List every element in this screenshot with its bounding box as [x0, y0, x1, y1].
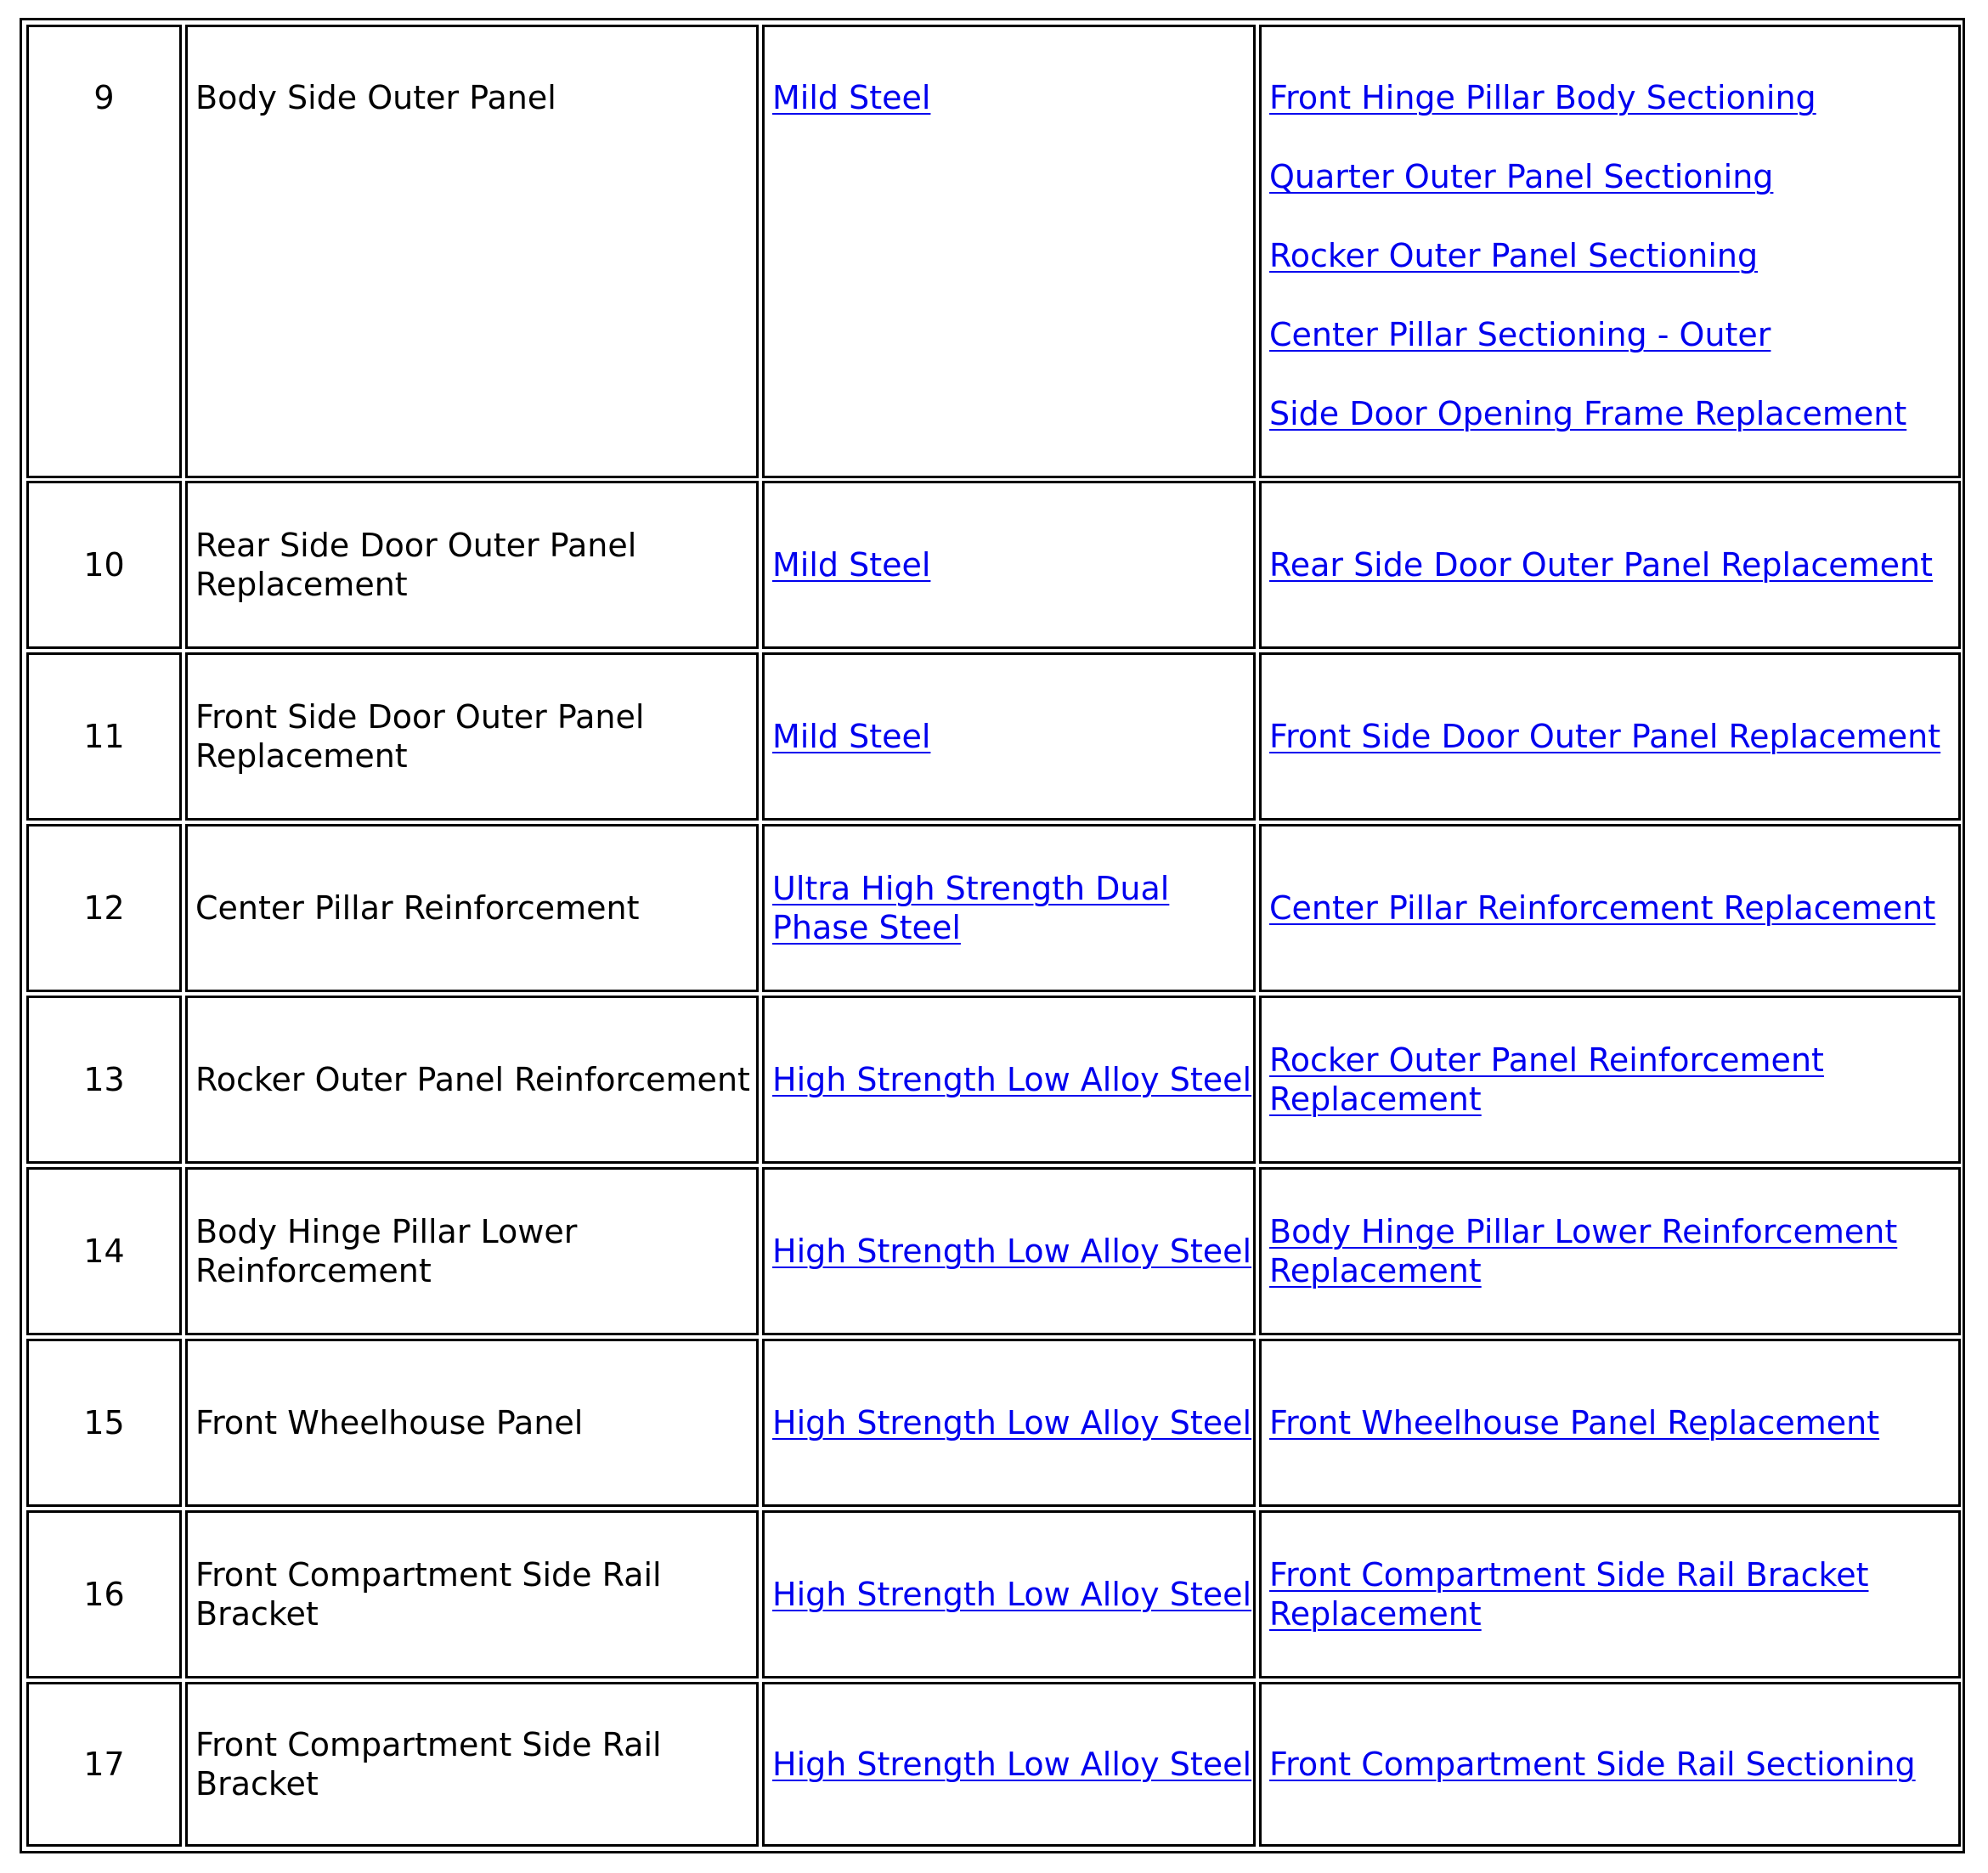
- component-cell: [185, 481, 759, 649]
- component-cell: [185, 25, 759, 478]
- material-link[interactable]: Mild Steel: [772, 718, 931, 755]
- material-cell: [762, 996, 1256, 1164]
- component-name: Front Compartment Side Rail Bracket: [195, 1726, 662, 1802]
- row-number-cell: [26, 824, 182, 992]
- procedure-link[interactable]: Front Hinge Pillar Body Sectioning: [1269, 79, 1816, 116]
- procedure-cell: [1259, 1682, 1961, 1847]
- material-link[interactable]: High Strength Low Alloy Steel: [772, 1061, 1252, 1098]
- material-cell: [762, 1510, 1256, 1678]
- component-name: Front Compartment Side Rail Bracket: [195, 1556, 662, 1633]
- component-name: Rocker Outer Panel Reinforcement: [195, 1061, 750, 1098]
- procedure-link[interactable]: Body Hinge Pillar Lower Reinforcement Replacement: [1269, 1213, 1898, 1289]
- procedure-link[interactable]: Center Pillar Sectioning - Outer: [1269, 316, 1771, 353]
- procedure-link[interactable]: Front Side Door Outer Panel Replacement: [1269, 718, 1941, 755]
- row-number: 11: [83, 718, 125, 755]
- procedure-cell: [1259, 652, 1961, 821]
- material-cell: [762, 1339, 1256, 1507]
- procedure-cell: [1259, 996, 1961, 1164]
- procedure-cell: [1259, 824, 1961, 992]
- material-link[interactable]: High Strength Low Alloy Steel: [772, 1233, 1252, 1270]
- component-name: Rear Side Door Outer Panel Replacement: [195, 527, 637, 603]
- material-link[interactable]: Ultra High Strength Dual Phase Steel: [772, 870, 1170, 946]
- procedure-link[interactable]: Center Pillar Reinforcement Replacement: [1269, 889, 1936, 927]
- row-number: 12: [83, 889, 125, 927]
- component-name: Body Side Outer Panel: [195, 79, 556, 116]
- procedure-link[interactable]: Rocker Outer Panel Sectioning: [1269, 237, 1759, 274]
- material-link[interactable]: High Strength Low Alloy Steel: [772, 1746, 1252, 1783]
- material-cell: [762, 1682, 1256, 1847]
- row-number: 13: [83, 1061, 125, 1098]
- material-cell: [762, 481, 1256, 649]
- material-link[interactable]: High Strength Low Alloy Steel: [772, 1576, 1252, 1613]
- material-cell: [762, 25, 1256, 478]
- component-name: Front Side Door Outer Panel Replacement: [195, 698, 645, 775]
- component-name: Body Hinge Pillar Lower Reinforcement: [195, 1213, 578, 1289]
- procedure-cell: [1259, 481, 1961, 649]
- procedure-link[interactable]: Side Door Opening Frame Replacement: [1269, 395, 1907, 432]
- row-number-cell: [26, 1167, 182, 1335]
- procedure-link[interactable]: Front Compartment Side Rail Sectioning: [1269, 1746, 1916, 1783]
- row-number-cell: [26, 1510, 182, 1678]
- material-cell: [762, 824, 1256, 992]
- component-cell: [185, 1682, 759, 1847]
- row-number-cell: [26, 1682, 182, 1847]
- component-name: Center Pillar Reinforcement: [195, 889, 640, 927]
- row-number-cell: [26, 652, 182, 821]
- procedure-link[interactable]: Quarter Outer Panel Sectioning: [1269, 158, 1774, 195]
- material-cell: [762, 1167, 1256, 1335]
- material-link[interactable]: Mild Steel: [772, 546, 931, 584]
- material-cell: [762, 652, 1256, 821]
- row-number: 17: [83, 1746, 125, 1783]
- component-cell: [185, 652, 759, 821]
- procedure-link[interactable]: Front Compartment Side Rail Bracket Replacement: [1269, 1556, 1869, 1633]
- row-number: 15: [83, 1404, 125, 1441]
- component-cell: [185, 1167, 759, 1335]
- row-number-cell: [26, 481, 182, 649]
- component-name: Front Wheelhouse Panel: [195, 1404, 584, 1441]
- component-cell: [185, 1510, 759, 1678]
- row-number-cell: [26, 996, 182, 1164]
- material-link[interactable]: Mild Steel: [772, 79, 931, 116]
- procedure-cell: [1259, 25, 1961, 478]
- row-number: 14: [83, 1233, 125, 1270]
- procedure-link[interactable]: Front Wheelhouse Panel Replacement: [1269, 1404, 1880, 1441]
- component-cell: [185, 824, 759, 992]
- procedure-cell: [1259, 1339, 1961, 1507]
- material-link[interactable]: High Strength Low Alloy Steel: [772, 1404, 1252, 1441]
- component-cell: [185, 996, 759, 1164]
- row-number: 10: [83, 546, 125, 584]
- procedure-cell: [1259, 1510, 1961, 1678]
- procedure-link[interactable]: Rocker Outer Panel Reinforcement Replacement: [1269, 1041, 1824, 1118]
- row-number-cell: [26, 25, 182, 478]
- component-cell: [185, 1339, 759, 1507]
- row-number-cell: [26, 1339, 182, 1507]
- procedure-link[interactable]: Rear Side Door Outer Panel Replacement: [1269, 546, 1934, 584]
- row-number: 9: [93, 79, 115, 116]
- procedure-cell: [1259, 1167, 1961, 1335]
- row-number: 16: [83, 1576, 125, 1613]
